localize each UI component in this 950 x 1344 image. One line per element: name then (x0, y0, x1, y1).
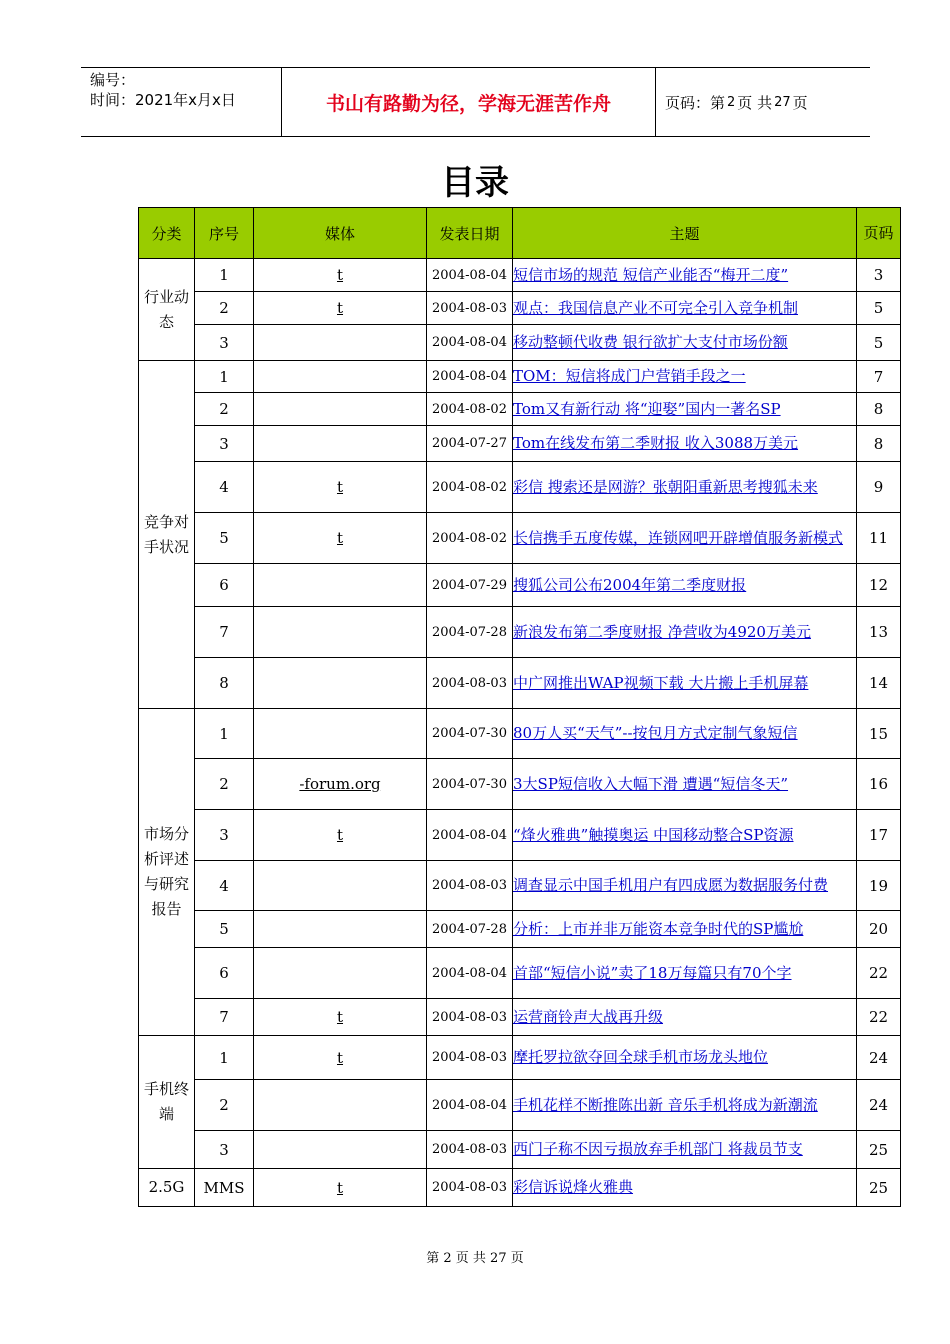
topic-cell-text[interactable]: Tom又有新行动 将“迎娶”国内一著名SP (513, 399, 781, 418)
topic-cell (513, 325, 857, 361)
seq-cell: 6 (195, 948, 254, 999)
page-cell: 3 (857, 259, 901, 292)
date-cell: 2004-08-04 (427, 948, 513, 999)
topic-cell-text[interactable]: “烽火雅典”触摸奥运 中国移动整合SP资源 (513, 825, 794, 844)
table-row (139, 292, 901, 325)
date-cell: 2004-07-27 (427, 426, 513, 462)
topic-cell-text[interactable]: 西门子称不因亏损放弃手机部门 将裁员节支 (513, 1140, 803, 1158)
table-row (139, 1036, 901, 1080)
seq-cell: 4 (195, 861, 254, 911)
page-cell: 13 (857, 607, 901, 658)
topic-cell (513, 759, 857, 810)
media-cell-text: t (336, 529, 344, 547)
media-cell-text: t (336, 1048, 344, 1067)
seq-cell: 4 (195, 462, 254, 513)
page-cell: 22 (857, 948, 901, 999)
date-cell: 2004-08-03 (427, 292, 513, 325)
page-header (81, 67, 870, 137)
topic-cell (513, 462, 857, 513)
seq-cell: 1 (195, 361, 254, 393)
media-cell (254, 393, 427, 426)
media-cell-text: t (336, 266, 344, 284)
topic-cell (513, 658, 857, 709)
topic-cell (513, 1036, 857, 1080)
topic-cell-text[interactable]: 新浪发布第二季度财报 净营收为4920万美元 (513, 622, 811, 641)
topic-cell (513, 564, 857, 607)
date-cell: 2004-08-04 (427, 325, 513, 361)
col-category: 分类 (139, 208, 195, 259)
topic-cell-text[interactable]: 80万人买“天气”--按包月方式定制气象短信 (513, 724, 798, 742)
table-row (139, 861, 901, 911)
page-cell: 14 (857, 658, 901, 709)
seq-cell: 5 (195, 513, 254, 564)
table-row (139, 658, 901, 709)
table-row (139, 393, 901, 426)
date-cell: 2004-08-04 (427, 361, 513, 393)
page-cell: 7 (857, 361, 901, 393)
page-cell: 9 (857, 462, 901, 513)
seq-cell: 5 (195, 911, 254, 948)
seq-cell: 7 (195, 607, 254, 658)
media-cell (254, 292, 427, 325)
table-row (139, 709, 901, 759)
header-motto: 书山有路勤为径，学海无涯苦作舟 (281, 68, 656, 136)
media-cell (254, 426, 427, 462)
page-cell: 16 (857, 759, 901, 810)
seq-cell: 7 (195, 999, 254, 1036)
topic-cell-text[interactable]: 调查显示中国手机用户有四成愿为数据服务付费 (513, 876, 829, 894)
seq-cell: 3 (195, 325, 254, 361)
date-cell: 2004-07-29 (427, 564, 513, 607)
date-cell: 2004-08-03 (427, 1169, 513, 1207)
date-cell: 2004-07-30 (427, 709, 513, 759)
media-cell-text: -forum.org (299, 775, 381, 793)
date-cell: 2004-08-04 (427, 259, 513, 292)
page-cell: 19 (857, 861, 901, 911)
table-row (139, 361, 901, 393)
media-cell (254, 759, 427, 810)
page-cell: 20 (857, 911, 901, 948)
topic-cell-text[interactable]: 移动整顿代收费 银行欲扩大支付市场份额 (513, 333, 788, 351)
date-cell: 2004-08-03 (427, 658, 513, 709)
page-cell: 8 (857, 393, 901, 426)
toc-body (139, 259, 901, 1207)
page-cell: 25 (857, 1131, 901, 1169)
table-row (139, 462, 901, 513)
date-cell: 2004-08-02 (427, 462, 513, 513)
seq-cell: 2 (195, 1080, 254, 1131)
topic-cell-text[interactable]: TOM：短信将成门户营销手段之一 (513, 367, 746, 385)
table-row (139, 948, 901, 999)
table-row (139, 759, 901, 810)
media-cell (254, 911, 427, 948)
topic-cell (513, 1080, 857, 1131)
page-cell: 8 (857, 426, 901, 462)
category-cell: 2.5G (139, 1169, 195, 1207)
media-cell-text: t (336, 478, 344, 496)
topic-cell-text[interactable]: 3大SP短信收入大幅下滑 遭遇“短信冬天” (513, 774, 789, 793)
media-cell (254, 658, 427, 709)
page-cell: 22 (857, 999, 901, 1036)
topic-cell (513, 292, 857, 325)
date-cell: 2004-07-30 (427, 759, 513, 810)
seq-cell: 3 (195, 810, 254, 861)
date-cell: 2004-07-28 (427, 607, 513, 658)
table-row (139, 325, 901, 361)
topic-cell (513, 426, 857, 462)
table-row (139, 564, 901, 607)
media-cell (254, 259, 427, 292)
topic-cell (513, 861, 857, 911)
seq-cell: 1 (195, 1036, 254, 1080)
media-cell (254, 1036, 427, 1080)
date-cell: 2004-07-28 (427, 911, 513, 948)
topic-cell (513, 513, 857, 564)
header-meta (81, 68, 281, 136)
topic-cell (513, 709, 857, 759)
seq-cell: 3 (195, 1131, 254, 1169)
topic-cell-text[interactable]: 分析：上市并非万能资本竞争时代的SP尴尬 (513, 919, 804, 938)
date-cell: 2004-08-02 (427, 393, 513, 426)
topic-cell (513, 607, 857, 658)
table-row (139, 426, 901, 462)
toc-header-row (139, 208, 901, 259)
seq-cell: 1 (195, 709, 254, 759)
topic-cell-text[interactable]: 彩信 搜索还是网游？张朝阳重新思考搜狐未来 (513, 477, 818, 496)
topic-cell (513, 999, 857, 1036)
topic-cell-text[interactable]: 短信市场的规范 短信产业能否“梅开二度” (513, 265, 789, 284)
table-row (139, 810, 901, 861)
page-suffix: 页 (792, 93, 808, 112)
media-cell (254, 1169, 427, 1207)
category-cell: 竞争对手状况 (139, 361, 195, 709)
page-cell: 12 (857, 564, 901, 607)
media-cell-text: t (336, 1008, 344, 1026)
topic-cell (513, 1169, 857, 1207)
table-row (139, 999, 901, 1036)
topic-cell-text[interactable]: 手机花样不断推陈出新 音乐手机将成为新潮流 (513, 1095, 818, 1114)
toc-table (138, 207, 901, 1207)
topic-cell (513, 911, 857, 948)
page-cell: 24 (857, 1036, 901, 1080)
media-cell (254, 462, 427, 513)
topic-cell-text[interactable]: 运营商铃声大战再升级 (513, 1007, 664, 1026)
topic-cell (513, 948, 857, 999)
topic-cell-text[interactable]: 首部“短信小说”卖了18万每篇只有70个字 (513, 963, 792, 982)
col-page: 页码 (857, 208, 901, 259)
topic-cell (513, 1131, 857, 1169)
header-page-info (655, 68, 870, 136)
category-cell: 手机终端 (139, 1036, 195, 1169)
page-number: 2 (727, 94, 736, 110)
seq-cell: 2 (195, 759, 254, 810)
category-cell: 市场分析评述与研究报告 (139, 709, 195, 1036)
media-cell (254, 607, 427, 658)
page-mid: 页 共 (737, 93, 773, 112)
seq-cell: 6 (195, 564, 254, 607)
table-row (139, 911, 901, 948)
media-cell (254, 564, 427, 607)
topic-cell (513, 393, 857, 426)
col-seq: 序号 (195, 208, 254, 259)
topic-cell-text[interactable]: 长信携手五度传媒，连锁网吧开辟增值服务新模式 (513, 528, 844, 547)
media-cell (254, 999, 427, 1036)
seq-cell: 2 (195, 393, 254, 426)
topic-cell-text[interactable]: 彩信诉说烽火雅典 (513, 1178, 634, 1196)
table-row (139, 513, 901, 564)
category-cell: 行业动态 (139, 259, 195, 361)
date-cell: 2004-08-03 (427, 861, 513, 911)
table-row (139, 1080, 901, 1131)
page-total: 27 (774, 94, 791, 110)
seq-cell: MMS (195, 1169, 254, 1207)
media-cell (254, 948, 427, 999)
col-topic: 主题 (513, 208, 857, 259)
date-cell: 2004-08-04 (427, 1080, 513, 1131)
date-cell: 2004-08-03 (427, 1036, 513, 1080)
topic-cell (513, 259, 857, 292)
col-media: 媒体 (254, 208, 427, 259)
page-title: 目录 (441, 163, 509, 203)
page-cell: 17 (857, 810, 901, 861)
time-text: 时间：2021年x月x日 (90, 91, 236, 109)
page-cell: 24 (857, 1080, 901, 1131)
media-cell (254, 325, 427, 361)
page-cell: 5 (857, 292, 901, 325)
page-prefix: 页码：第 (665, 93, 726, 112)
topic-cell-text[interactable]: 观点：我国信息产业不可完全引入竞争机制 (513, 298, 799, 317)
seq-cell: 1 (195, 259, 254, 292)
topic-cell-text[interactable]: Tom在线发布第二季财报 收入3088万美元 (513, 434, 799, 452)
page-cell: 11 (857, 513, 901, 564)
media-cell (254, 810, 427, 861)
page-cell: 5 (857, 325, 901, 361)
topic-cell-text[interactable]: 中广网推出WAP视频下载 大片搬上手机屏幕 (513, 673, 809, 692)
table-row (139, 259, 901, 292)
topic-cell (513, 810, 857, 861)
media-cell-text: t (336, 299, 344, 317)
topic-cell-text[interactable]: 摩托罗拉欲夺回全球手机市场龙头地位 (513, 1048, 769, 1066)
serial-label: 编号： (90, 71, 136, 89)
media-cell (254, 1131, 427, 1169)
date-cell: 2004-08-03 (427, 999, 513, 1036)
table-row (139, 1131, 901, 1169)
date-cell: 2004-08-03 (427, 1131, 513, 1169)
topic-cell (513, 361, 857, 393)
topic-cell-text[interactable]: 搜狐公司公布2004年第二季度财报 (513, 575, 747, 594)
page-cell: 25 (857, 1169, 901, 1207)
seq-cell: 3 (195, 426, 254, 462)
page-cell: 15 (857, 709, 901, 759)
media-cell (254, 361, 427, 393)
media-cell-text: t (336, 826, 344, 844)
table-row (139, 1169, 901, 1207)
date-cell: 2004-08-04 (427, 810, 513, 861)
media-cell-text: t (336, 1178, 344, 1197)
table-row (139, 607, 901, 658)
media-cell (254, 513, 427, 564)
seq-cell: 2 (195, 292, 254, 325)
seq-cell: 8 (195, 658, 254, 709)
media-cell (254, 861, 427, 911)
col-date: 发表日期 (427, 208, 513, 259)
date-cell: 2004-08-02 (427, 513, 513, 564)
page-footer: 第 2 页 共 27 页 (426, 1251, 524, 1266)
media-cell (254, 1080, 427, 1131)
media-cell (254, 709, 427, 759)
